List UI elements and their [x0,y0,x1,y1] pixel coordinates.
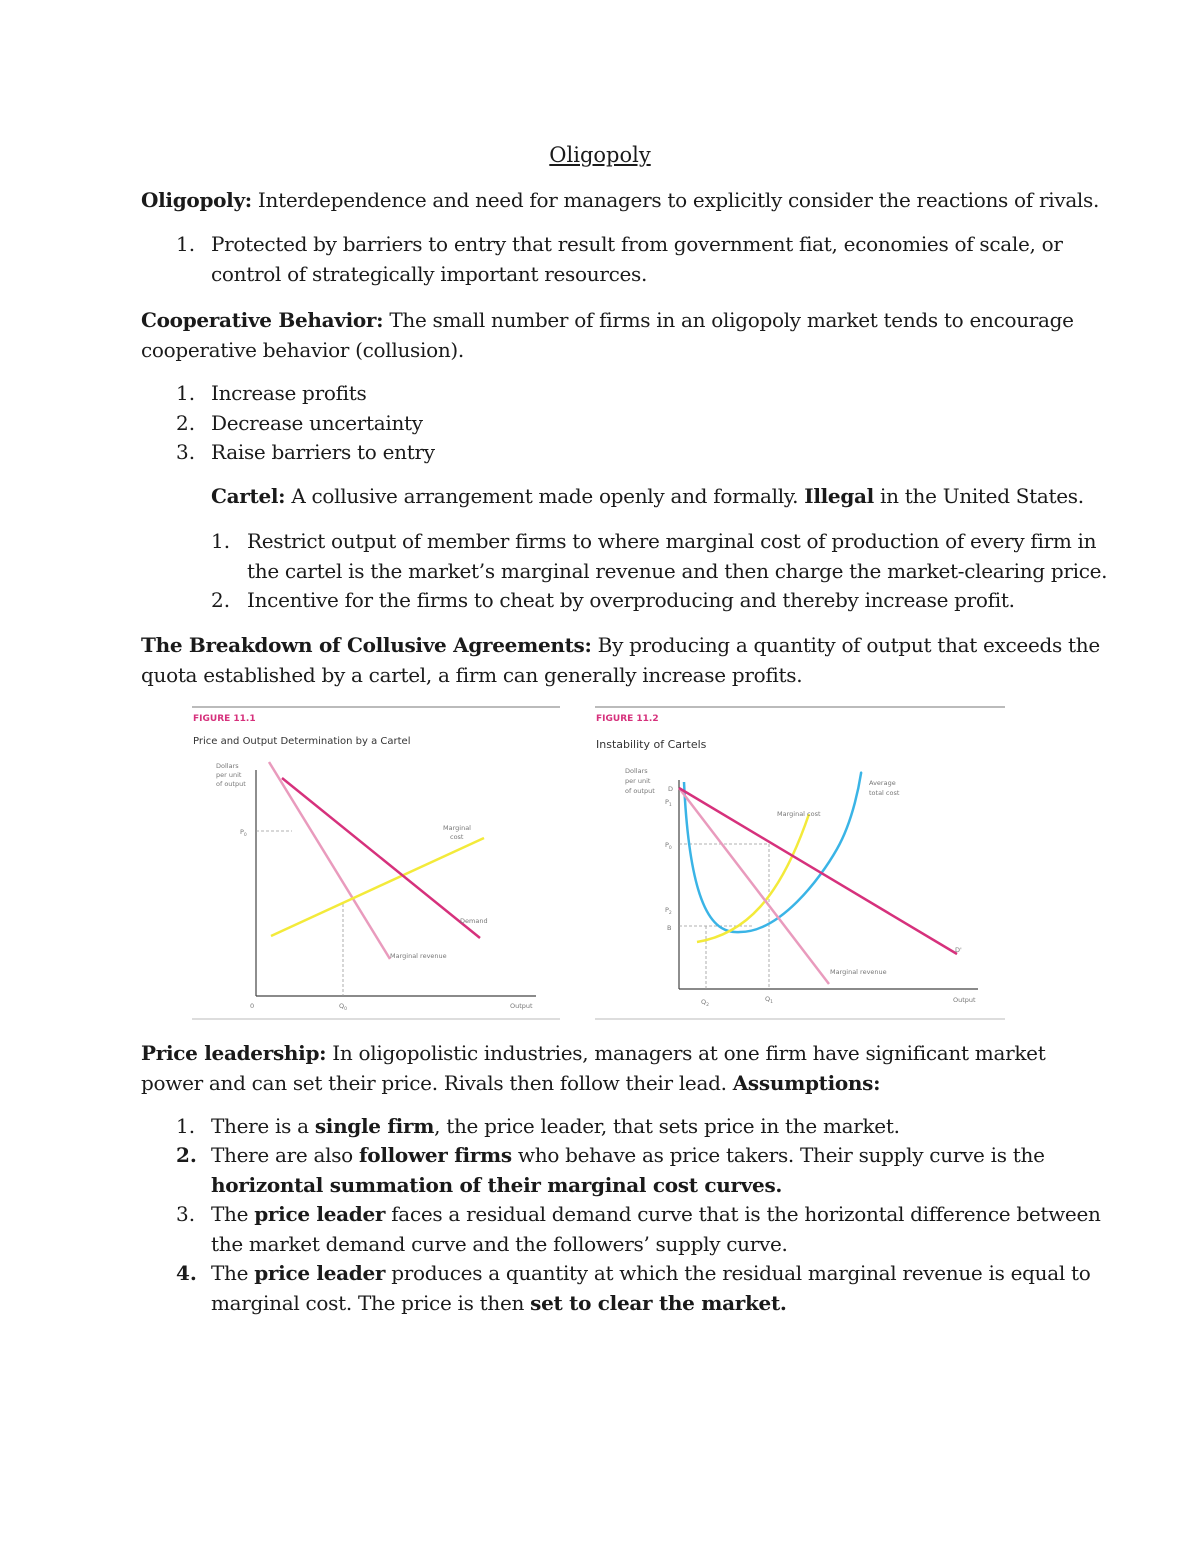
breakdown-paragraph: The Breakdown of Collusive Agreements: By producing a quantity of output that exceeds the quota established by a cartel, a firm can generally increase profits. [141,633,1100,687]
cooperative-term: Cooperative Behavior: [141,308,384,332]
list-item: Raise barriers to entry [211,440,435,464]
mc-label: Marginal cost [777,810,821,818]
y-axis-label-3: of output [625,787,655,795]
list-item: Decrease uncertainty [211,411,423,435]
figure-11-2 [595,704,1007,1020]
y-axis-label-2: per unit [216,771,242,779]
p0-label: $P_0$ [240,828,247,838]
figure-title: Instability of Cartels [596,738,707,751]
y-axis-label-1: Dollars [216,762,239,770]
demand-curve [282,778,480,938]
b-label: B [667,924,672,932]
price-leadership-term: Price leadership: [141,1041,327,1065]
cooperative-paragraph: Cooperative Behavior: The small number of firms in an oligopoly market tends to encourage cooperative behavior (collusion). [141,308,1074,362]
assumptions-term: Assumptions: [732,1070,881,1095]
list-number: 1. [176,232,196,256]
atc-label-1: Average [869,779,896,787]
y-axis-label-1: Dollars [625,767,648,775]
list-item: The price leader produces a quantity at which the residual marginal revenue is equal to marginal cost. The price is then set to clear the market. [211,1261,1091,1315]
list-number: 1. [211,529,231,553]
p2-label: $P_2$ [665,906,672,916]
oligopoly-definition [141,186,1099,216]
d-end-label: D' [955,946,962,954]
marginal-cost-curve [271,838,484,936]
mr-label: Marginal revenue [830,968,887,976]
x-axis-label: Output [510,1002,533,1010]
q1-label: $Q_1$ [765,995,773,1005]
list-item: The price leader faces a residual demand curve that is the horizontal difference between the market demand curve and the followers’ supply curve. [211,1202,1101,1256]
list-item: There are also follower firms who behave as price takers. Their supply curve is the horizontal summation of their marginal cost curves. [211,1143,1045,1197]
list-number: 3. [176,1202,196,1226]
q2-label: $Q_2$ [701,998,709,1008]
list-number: 2. [176,411,196,435]
page-title: Oligopoly [549,143,651,167]
oligopoly-term: Oligopoly: [141,188,252,212]
x-axis-label: Output [953,996,976,1004]
y-axis-label-3: of output [216,780,246,788]
p0-label: $P_0$ [665,841,672,851]
list-number: 1. [176,381,196,405]
figure-label: FIGURE 11.2 [596,714,659,724]
figure-11-1 [192,704,562,1020]
d-top-label: D [668,785,674,793]
illegal-term: Illegal [804,484,874,508]
list-number: 2. [211,588,231,612]
list-item: Protected by barriers to entry that result from government fiat, economies of scale, or control of strategically important resources. [211,232,1063,286]
origin-label: 0 [250,1002,255,1010]
mc-label-2: cost [450,833,464,841]
breakdown-term: The Breakdown of Collusive Agreements: [141,633,592,657]
mr-label: Marginal revenue [390,952,447,960]
figure-label: FIGURE 11.1 [193,714,256,724]
list-number: 2. [176,1143,197,1167]
list-item: There is a single firm, the price leader, that sets price in the market. [211,1114,900,1138]
figure-title: Price and Output Determination by a Cartel [193,736,411,747]
oligopoly-text: Interdependence and need for managers to explicitly consider the reactions of rivals. [251,188,1100,212]
atc-label-2: total cost [869,789,900,797]
list-item: Increase profits [211,381,367,405]
list-item: Restrict output of member firms to where marginal cost of production of every firm in the cartel is the market’s marginal revenue and then charge the market-clearing price. [247,529,1108,583]
demand-label: Demand [460,917,488,925]
mc-label-1: Marginal [443,824,471,832]
list-number: 4. [176,1261,197,1285]
list-number: 1. [176,1114,196,1138]
p1-label: $P_1$ [665,798,672,808]
q0-label: $Q_0$ [339,1002,347,1012]
cartel-paragraph: Cartel: A collusive arrangement made openly and formally. Illegal in the United States. [211,484,1084,508]
list-item: Incentive for the firms to cheat by overproducing and thereby increase profit. [247,588,1015,612]
y-axis-label-2: per unit [625,777,651,785]
list-number: 3. [176,440,196,464]
price-leadership-paragraph: Price leadership: In oligopolistic industries, managers at one firm have significant market power and can set their price. Rivals then follow their lead. Assumptions: [141,1041,1046,1095]
cartel-term: Cartel: [211,484,286,508]
